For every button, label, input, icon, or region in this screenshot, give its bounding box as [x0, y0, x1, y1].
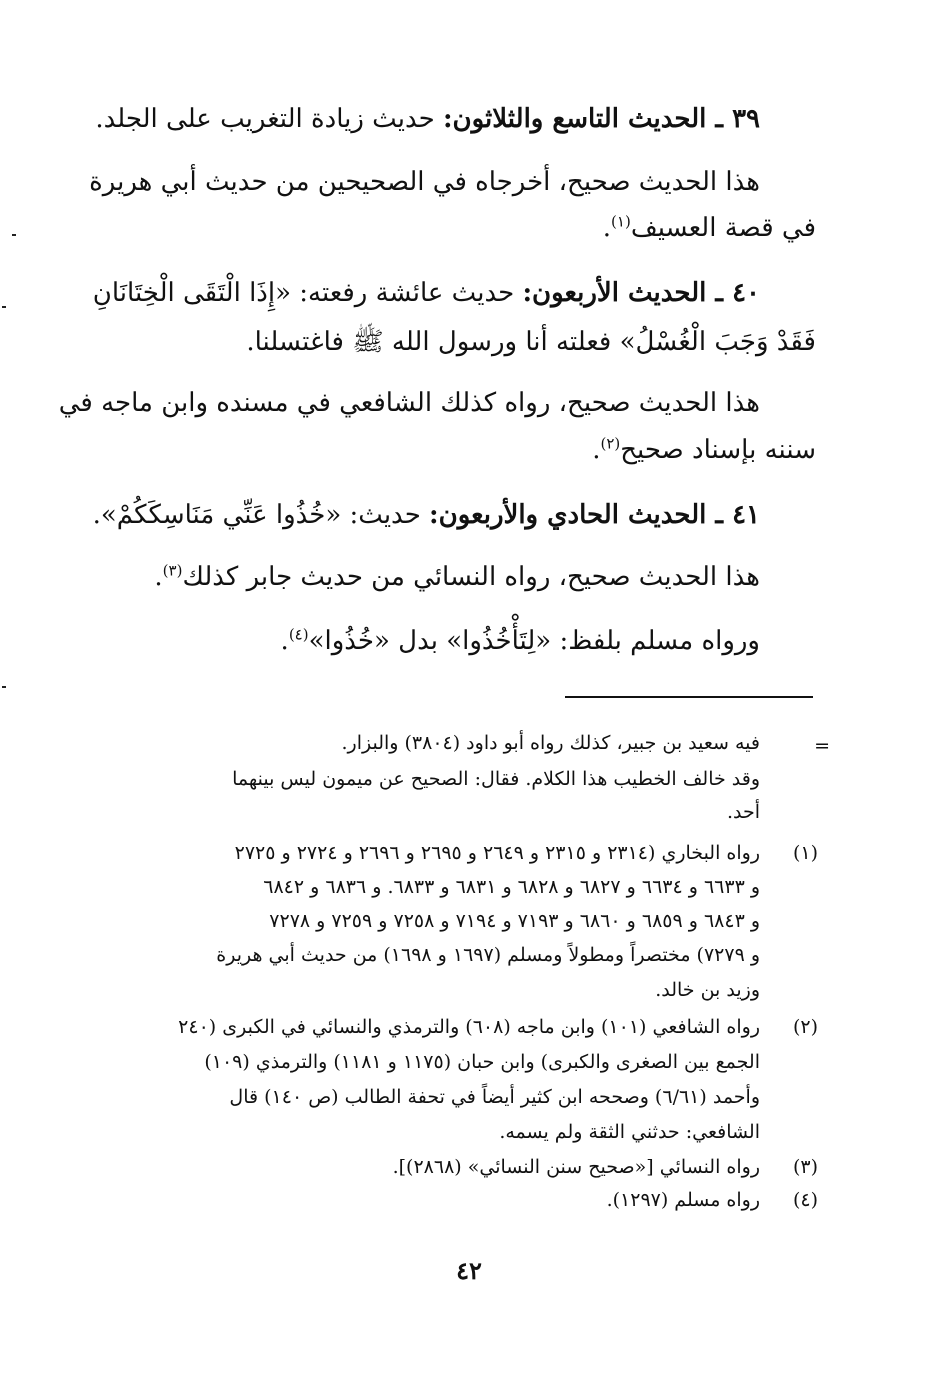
page-number: ٤٢ [456, 1256, 482, 1285]
hadith-39-text: حديث زيادة التغريب على الجلد. [95, 104, 435, 134]
footnote-2-line-2: الجمع بين الصغرى والكبرى) وابن حبان (١١٧٥ و ١١٨١) والترمذي (١٠٩) [204, 1051, 760, 1073]
footnote-ref-2: (٢) [600, 434, 621, 453]
footnote-1-line-3: و ٦٨٤٣ و ٦٨٥٩ و ٦٨٦٠ و ٧١٩٣ و ٧١٩٤ و ٧٢٥٨ و ٧٢٥٩ و ٧٢٧٨ [269, 910, 760, 932]
hadith-40-comment-text: سننه بإسناد صحيح [620, 435, 816, 465]
footnote-ref-4: (٤) [288, 625, 309, 644]
footnote-4-line-1: رواه مسلم (١٢٩٧). [606, 1189, 760, 1211]
hadith-41-heading: ٤١ ـ الحديث الحادي والأربعون: [429, 500, 760, 530]
footnote-continuation-marker: = [814, 735, 830, 757]
footnote-continuation-line-3: أحد. [726, 801, 760, 823]
hadith-39-heading: ٣٩ ـ الحديث التاسع والثلاثون: [442, 104, 760, 134]
hadith-39-comment-text: في قصة العسيف [630, 213, 816, 243]
hadith-40-heading: ٤٠ ـ الحديث الأربعون: [522, 278, 760, 308]
hadith-40-line-2: فَقَدْ وَجَبَ الْغُسْلُ» فعلته أنا ورسول الله ﷺ فاغتسلنا. [246, 327, 816, 357]
hadith-41-muslim-line: ورواه مسلم بلفظ: «لِتَأْخُذُوا» بدل «خُذُوا»$^{(٤)}$. [280, 625, 760, 656]
footnote-ref-1: (١) [611, 212, 631, 231]
footnote-2-line-3: وأحمد (٦/٦١) وصححه ابن كثير أيضاً في تحفة الطالب (ص ١٤٠) قال [229, 1086, 760, 1108]
hadith-40-text: حديث عائشة رفعته: «إِذَا الْتَقَى الْخِتَانَانِ [92, 278, 515, 308]
footnote-1-line-2: و ٦٦٣٣ و ٦٦٣٤ و ٦٨٢٧ و ٦٨٢٨ و ٦٨٣١ و ٦٨٣٣. و ٦٨٣٦ و ٦٨٤٢ [263, 876, 760, 898]
footnote-continuation-line-1: فيه سعيد بن جبير، كذلك رواه أبو داود (٣٨٠٤) والبزار. [341, 732, 760, 754]
hadith-40-comment-line-1: هذا الحديث صحيح، رواه كذلك الشافعي في مسنده وابن ماجه في [58, 388, 760, 418]
scan-speck [2, 306, 6, 308]
footnote-2-number: (٢) [792, 1016, 818, 1038]
footnote-3-number: (٣) [792, 1156, 818, 1178]
scan-speck [12, 234, 16, 236]
scan-speck [2, 686, 6, 688]
footnote-separator [565, 696, 813, 698]
footnote-2-line-4: الشافعي: حدثني الثقة ولم يسمه. [499, 1121, 760, 1143]
footnote-3-line-1: رواه النسائي [«صحيح سنن النسائي» (٢٨٦٨)]. [392, 1156, 760, 1178]
footnote-1-number: (١) [792, 842, 818, 864]
footnote-1-line-1: رواه البخاري (٢٣١٤ و ٢٣١٥ و ٢٦٤٩ و ٢٦٩٥ و ٢٦٩٦ و ٢٧٢٤ و ٢٧٢٥ [234, 842, 760, 864]
hadith-41-comment-line: هذا الحديث صحيح، رواه النسائي من حديث جابر كذلك$^{(٣)}$. [154, 561, 760, 592]
footnote-4-number: (٤) [792, 1189, 818, 1211]
footnote-1-line-5: وزيد بن خالد. [655, 979, 760, 1001]
hadith-39-comment-line-1: هذا الحديث صحيح، أخرجاه في الصحيحين من حديث أبي هريرة [89, 167, 760, 197]
hadith-41-text: حديث: «خُذُوا عَنِّي مَنَاسِكَكُمْ». [92, 500, 421, 530]
hadith-39-comment-line-2: في قصة العسيف$^{(١)}$. [602, 212, 816, 243]
hadith-39-line [95, 104, 760, 134]
footnote-2-line-1: رواه الشافعي (١٠١) وابن ماجه (٦٠٨) والترمذي والنسائي في الكبرى (٢٤٠ [178, 1016, 760, 1038]
footnote-continuation-line-2: وقد خالف الخطيب هذا الكلام. فقال: الصحيح عن ميمون ليس بينهما [232, 768, 760, 790]
hadith-40-line [93, 278, 760, 308]
footnote-1-line-4: و ٧٢٧٩) مختصراً ومطولاً ومسلم (١٦٩٧ و ١٦٩٨) من حديث أبي هريرة [216, 944, 760, 966]
hadith-41-line [93, 500, 760, 530]
hadith-41-comment-text: هذا الحديث صحيح، رواه النسائي من حديث جابر كذلك [182, 562, 760, 592]
hadith-41-muslim-text: ورواه مسلم بلفظ: «لِتَأْخُذُوا» بدل «خُذُوا» [308, 626, 760, 656]
footnote-ref-3: (٣) [162, 561, 183, 580]
hadith-40-comment-line-2: سننه بإسناد صحيح$^{(٢)}$. [592, 434, 816, 465]
